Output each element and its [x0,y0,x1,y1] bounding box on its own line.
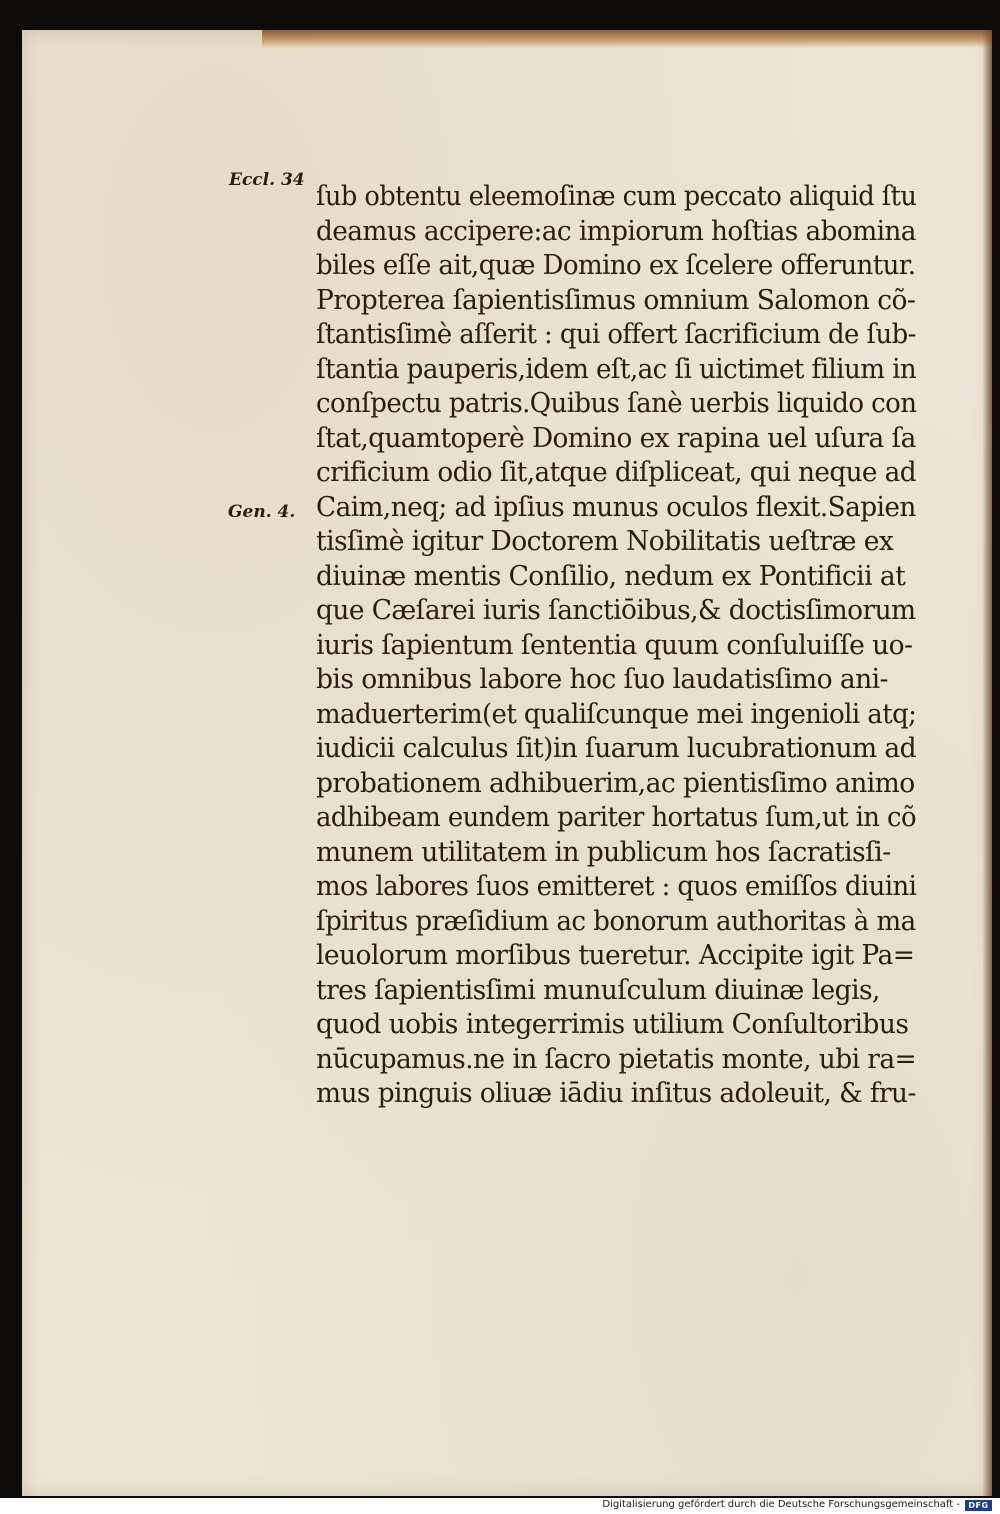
text-line: ſub obtentu eleemoſinæ cum peccato aliquid ſtu [316,181,917,212]
text-line: ſtat,quamtoperè Domino ex rapina uel uſura ſa [316,422,916,454]
text-line: crificium odio ſit,atque diſpliceat, qui neque ad [316,457,917,488]
text-line: Propterea ſapientisſimus omnium Salomon cõ- [316,284,916,316]
text-line: mos labores ſuos emitteret : quos emiſſos diuini [316,871,917,902]
text-line: tres ſapientisſimi munuſculum diuinæ legis, [316,974,880,1006]
marginal-note-gen: Gen. 4. [228,502,296,522]
text-line: ſtantia pauperis,idem eſt,ac ſi uictimet filium in [316,353,917,385]
book-page [22,30,992,1496]
text-line: adhibeam eundem pariter hortatus ſum,ut in cõ [316,802,916,833]
text-line: munem utilitatem in publicum hos ſacratisſi- [316,836,891,868]
text-line: bis omnibus labore hoc ſuo laudatisſimo ani- [316,664,888,695]
text-line: mus pinguis oliuæ iādiu inſitus adoleuit, & fru- [316,1078,916,1109]
text-line: maduerterim(et qualiſcunque mei ingenioli atq; [316,698,917,730]
dfg-logo: DFG [965,1500,992,1511]
text-line: ſtantisſimè aſſerit : qui offert ſacrificium de ſub- [316,319,916,350]
text-line: quod uobis integerrimis utilium Conſultoribus [316,1009,909,1040]
marginal-note-eccl: Eccl. 34 [229,170,305,190]
text-line: leuolorum morſibus tueretur. Accipite igit Pa= [316,940,915,971]
footer-credit-text: Digitalisierung gefördert durch die Deutsche Forschungsgemeinschaft - [602,1499,960,1510]
text-line: nūcupamus.ne in ſacro pietatis monte, ubi ra= [316,1043,917,1075]
text-line: tisſimè igitur Doctorem Nobilitatis ueſtræ ex [316,526,894,557]
text-line: ſpiritus præſidium ac bonorum authoritas à ma [316,905,916,937]
text-line: conſpectu patris.Quibus ſanè uerbis liquido con [316,388,917,419]
text-line: diuinæ mentis Conſilio, nedum ex Pontificii at [316,560,906,592]
text-line: Caim,neq; ad ipſius munus oculos flexit.Sapien [316,491,916,523]
text-line: probationem adhibuerim,ac pientisſimo animo [316,767,915,799]
text-line: iuris ſapientum ſententia quum conſuluiſſe uo- [316,629,913,661]
text-line: que Cæſarei iuris ſanctiōibus,& doctisſimorum [316,595,916,626]
page-edge-top [262,30,992,48]
text-block [316,180,926,1112]
digitization-footer [0,1498,1000,1514]
text-line: biles eſſe ait,quæ Domino ex ſcelere offeruntur. [316,250,916,281]
text-line: iudicii calculus ſit)in ſuarum lucubrationum ad [316,733,917,764]
page-edge-right [982,30,992,1496]
text-line: deamus accipere:ac impiorum hoſtias abomina [316,215,916,247]
